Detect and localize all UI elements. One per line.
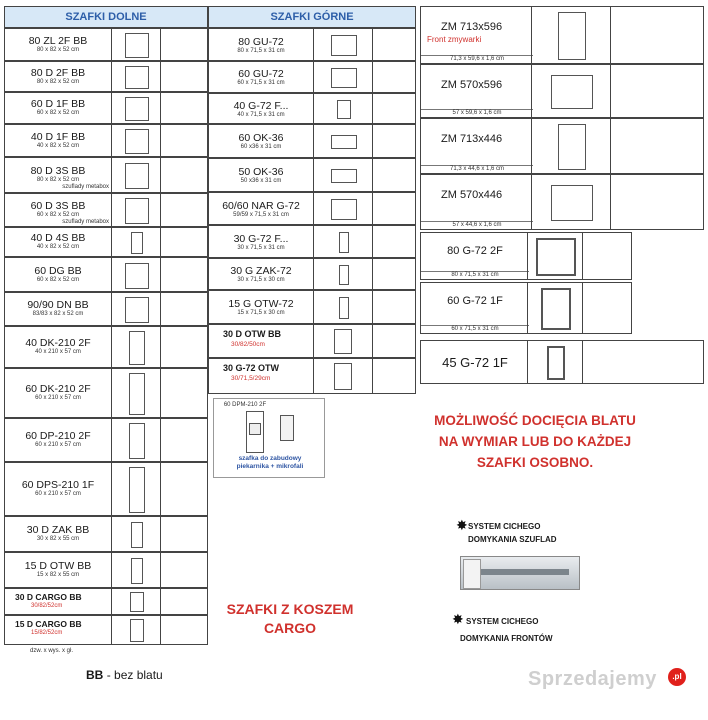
legend [86,668,163,682]
cabinet-name-cell [4,418,112,462]
empty-cell [582,232,632,280]
cabinet-name: 30 G-72 F... [233,232,289,245]
front-drawing-cell [531,6,611,64]
otw-name-cell [208,358,314,394]
cabinet-drawing-cell [313,192,373,225]
cabinet-name: 60 G-72 1F [447,295,503,307]
table-row [4,368,208,418]
table-row [208,324,416,358]
drawer-rail [469,569,569,575]
sparkle-icon: ✸ [452,611,464,627]
cabinet-drawing [125,97,149,121]
cabinet-name-cell [4,292,112,326]
front-name: ZM 570x446 [441,189,503,201]
promo-line-3: SZAFKI OSOBNO. [476,455,594,470]
cargo-title-line-1: SZAFKI Z KOSZEM [226,601,354,617]
cargo-footnote: dzw. x wys. x gł. [30,648,74,654]
cabinet-name: 60/60 NAR G-72 [222,199,300,212]
cabinet-drawing [125,129,149,154]
cargo-drawing-cell [111,588,161,615]
table-row [208,158,416,192]
cargo-dimensions: 30/82/52cm [31,603,63,609]
cabinet-name: 15 G OTW-72 [228,298,294,310]
cabinet-note: szuflady metabox [62,184,109,190]
table-row [208,258,416,290]
cabinet-dimensions: 80 x 82 x 52 cm [36,78,80,85]
cabinet-drawing-cell [313,158,373,192]
cabinet-drawing [536,238,576,276]
table-row [4,257,208,292]
cabinet-dimensions: 60 x 71,5 x 31 cm [237,80,285,86]
cabinet-drawing [337,100,351,119]
empty-cell [372,28,416,61]
otw-dimensions: 30/71,5/29cm [231,375,271,382]
cabinet-drawing-cell [527,282,583,334]
table-row [420,232,632,280]
front-panel-drawing [558,124,586,170]
cabinet-name: 40 D 4S BB [30,232,86,244]
table-row [4,124,208,157]
empty-cell [372,324,416,358]
cabinet-drawing-cell [313,290,373,324]
cargo-drawing-cell [111,615,161,645]
cabinet-drawing [331,169,357,183]
empty-cell [160,588,208,615]
front-name: ZM 570x596 [441,79,503,91]
cabinet-name-cell [208,28,314,61]
empty-cell [582,340,704,384]
cabinet-name-cell [420,232,528,280]
shelf-drawing [334,363,352,390]
empty-cell [160,368,208,418]
cargo-name: 30 D CARGO BB [15,592,82,602]
cabinet-drawing-cell [111,552,161,588]
cabinet-dimensions: 30 x 71,5 x 30 cm [237,277,285,283]
cargo-name-cell [4,615,112,645]
empty-cell [160,193,208,227]
cabinet-drawing [125,163,149,189]
cabinet-name: 15 D OTW BB [24,560,92,572]
cargo-drawing [130,592,144,612]
cabinet-drawing-cell [111,227,161,257]
front-name-cell [420,6,532,64]
table-row [208,28,416,61]
dpm-label: 60 DPM-210 2F [223,402,267,408]
cabinet-drawing [125,263,149,289]
cabinet-dimensions: 60 x 82 x 52 cm [36,276,80,283]
cabinet-drawing-cell [313,28,373,61]
front-name-cell [420,64,532,118]
cabinet-name-cell [4,92,112,124]
cabinet-dimensions: 60 x 82 x 52 cm [36,110,80,116]
header-szafki-gorne: SZAFKI GÓRNE [208,6,416,28]
table-row [208,124,416,158]
cabinet-dimensions: 60 x 210 x 57 cm [35,395,81,401]
table-row [4,462,208,516]
empty-cell [372,158,416,192]
cabinet-name-cell [4,257,112,292]
cabinet-name-cell [4,28,112,61]
table-row [420,282,632,334]
table-row [4,588,208,615]
empty-cell [582,282,632,334]
cabinet-drawing [129,331,145,365]
dpm-caption-1: szafka do zabudowy [238,455,302,462]
cabinet-drawing-cell [111,462,161,516]
cabinet-drawing-cell [313,93,373,124]
empty-cell [372,358,416,394]
cabinet-drawing [339,265,349,285]
system-fronts-line-1: SYSTEM CICHEGO [466,617,539,626]
cabinet-note: szuflady metabox [62,219,109,225]
cabinet-dimensions: 15 x 82 x 55 cm [36,572,80,578]
front-dimensions: 71,3 x 59,6 x 1,6 cm [421,55,533,63]
cabinet-dimensions: 40 x 82 x 52 cm [36,244,80,250]
front-name-cell [420,174,532,230]
cabinet-drawing [129,373,145,415]
cabinet-drawing-cell [313,225,373,258]
table-row [420,6,704,64]
cabinet-drawing-cell [111,292,161,326]
table-row [420,340,704,384]
cabinet-name: 80 ZL 2F BB [28,34,88,47]
front-panel-drawing [551,75,593,109]
front-dimensions: 71,3 x 44,6 x 1,6 cm [421,165,533,173]
system-drawers-line-1: SYSTEM CICHEGO [468,522,541,531]
empty-cell [372,290,416,324]
empty-cell [160,124,208,157]
front-drawing-cell [531,118,611,174]
cabinet-name-cell [4,193,112,227]
table-row [4,615,208,645]
system-fronts-line-2: DOMYKANIA FRONTÓW [460,634,553,643]
cabinet-name: 40 G-72 F... [233,99,289,112]
cabinet-name: 30 D ZAK BB [26,524,90,536]
table-row [4,92,208,124]
cabinet-drawing [131,558,143,584]
dpm-cabinet-door [249,423,261,435]
cabinet-name-cell [4,368,112,418]
empty-cell [160,257,208,292]
empty-cell [372,225,416,258]
empty-cell [160,28,208,61]
empty-cell [160,61,208,92]
cabinet-drawing [125,33,149,58]
cabinet-drawing-cell [111,92,161,124]
cabinet-drawing-cell [313,61,373,93]
cabinet-drawing [129,423,145,459]
cargo-title [205,600,375,638]
cabinet-drawing-cell [111,516,161,552]
cabinet-name: 60 DG BB [34,264,82,277]
watermark-text: Sprzedajemy [528,668,657,690]
dpm-caption-2: piekarnika + mikrofali [236,463,304,470]
cabinet-name: 60 DPS-210 1F [21,479,95,491]
promo-text [410,410,660,473]
cabinet-dimensions: 40 x 82 x 52 cm [36,142,80,149]
cabinet-name: 60 DK-210 2F [25,383,91,395]
cabinet-name-cell [4,157,112,193]
cabinet-name: 80 G-72 2F [447,245,503,257]
cabinet-name: 30 G ZAK-72 [230,265,292,277]
empty-cell [160,292,208,326]
empty-cell [372,192,416,225]
cabinet-dimensions: 80 x 82 x 52 cm [36,46,80,53]
system-drawers-line-2: DOMYKANIA SZUFLAD [468,535,557,544]
front-drawing-cell [531,174,611,230]
front-panel-drawing [558,12,586,60]
cabinet-drawing-cell [527,340,583,384]
empty-cell [372,93,416,124]
cabinet-drawing-cell [111,157,161,193]
cabinet-drawing-cell [527,232,583,280]
cabinet-dimensions: 60 x36 x 31 cm [240,144,282,150]
cabinet-name: 60 DP-210 2F [25,430,91,442]
table-row [208,358,416,394]
empty-cell [160,516,208,552]
table-row [4,326,208,368]
empty-cell [372,61,416,93]
cabinet-drawing [131,232,143,254]
cabinet-name-cell [4,516,112,552]
cabinet-name: 80 GU-72 [238,35,284,48]
cabinet-name: 60 D 3S BB [30,200,86,212]
otw-dimensions: 30/82/50cm [231,341,265,348]
table-row [4,227,208,257]
cabinet-name-cell [420,282,528,334]
otw-drawing-cell [313,324,373,358]
cabinet-name-cell [4,61,112,92]
cabinet-drawing [331,35,357,56]
cabinet-name-cell [208,124,314,158]
drawer-front [463,559,481,589]
front-drawing-cell [531,64,611,118]
cabinet-drawing [125,297,149,323]
front-name: ZM 713x446 [441,133,503,145]
cabinet-drawing [331,199,357,220]
table-row [4,418,208,462]
empty-cell [610,64,704,118]
cabinet-dimensions: 60 x 82 x 52 cm [36,212,80,218]
cabinet-dimensions: 30 x 71,5 x 31 cm [237,244,285,251]
table-row [208,290,416,324]
table-row [4,28,208,61]
cabinet-dimensions: 60 x 210 x 57 cm [35,442,81,448]
table-row [420,174,704,230]
cabinet-dimensions: 50 x36 x 31 cm [240,178,282,184]
legend-text: - bez blatu [106,668,163,682]
empty-cell [160,462,208,516]
cabinet-drawing [339,297,349,319]
table-row [420,64,704,118]
cabinet-drawing [339,232,349,253]
front-dimensions: 57 x 59,6 x 1,6 cm [421,109,533,117]
cabinet-name-cell [208,61,314,93]
empty-cell [160,157,208,193]
cabinet-drawing-cell [111,326,161,368]
empty-cell [372,124,416,158]
cabinet-name-cell [208,258,314,290]
empty-cell [160,615,208,645]
sparkle-icon: ✸ [456,517,468,533]
table-row [208,61,416,93]
cabinet-name-cell [4,552,112,588]
cabinet-dimensions: 60 x 71,5 x 31 cm [421,325,529,333]
header-szafki-dolne: SZAFKI DOLNE [4,6,208,28]
cabinet-name-cell [420,340,528,384]
empty-cell [610,174,704,230]
cargo-title-line-2: CARGO [263,620,317,636]
front-dimensions: 57 x 44,6 x 1,6 cm [421,221,533,229]
cargo-name: 15 D CARGO BB [15,619,82,629]
drawer-photo [460,556,580,590]
dpm-cabinet-side [280,415,294,441]
cabinet-drawing [131,522,143,548]
cabinet-name: 40 DK-210 2F [25,337,91,349]
cabinet-drawing [331,68,357,88]
cabinet-dimensions: 30 x 82 x 55 cm [36,536,80,542]
otw-name-cell [208,324,314,358]
cabinet-drawing [125,66,149,89]
cabinet-drawing-cell [313,124,373,158]
empty-cell [160,326,208,368]
cabinet-name-cell [4,462,112,516]
table-row [4,516,208,552]
cabinet-dimensions: 40 x 210 x 57 cm [35,349,81,355]
table-row [420,118,704,174]
cabinet-dimensions: 15 x 71,5 x 30 cm [237,310,285,316]
cabinet-drawing-cell [111,124,161,157]
cabinet-drawing-cell [111,61,161,92]
otw-drawing-cell [313,358,373,394]
cabinet-name: 90/90 DN BB [27,299,89,311]
empty-cell [160,92,208,124]
cabinet-name: 60 GU-72 [238,68,284,80]
table-row [4,292,208,326]
table-row [4,552,208,588]
legend-abbr: BB [86,668,104,682]
otw-name: 30 D OTW BB [223,329,282,339]
cabinet-name-cell [4,124,112,157]
watermark-badge: .pl [668,668,686,686]
cabinet-name-cell [4,326,112,368]
cabinet-name: 80 D 2F BB [30,66,86,79]
cabinet-name-cell [208,93,314,124]
cargo-name-cell [4,588,112,615]
cabinet-dimensions: 40 x 71,5 x 31 cm [237,111,285,118]
cabinet-name: 60 D 1F BB [30,98,86,110]
dpm-block [213,398,325,478]
cabinet-dimensions: 80 x 71,5 x 31 cm [237,47,285,54]
cabinet-drawing-cell [111,28,161,61]
cabinet-dimensions: 80 x 71,5 x 31 cm [421,271,529,279]
cabinet-dimensions: 83/83 x 82 x 52 cm [32,311,84,317]
cargo-dimensions: 15/82/52cm [31,630,63,636]
table-row [4,157,208,193]
cabinet-drawing-cell [111,193,161,227]
cabinet-name: 50 OK-36 [238,166,284,178]
cabinet-drawing-cell [111,418,161,462]
cabinet-drawing-cell [111,257,161,292]
promo-line-1: MOŻLIWOŚĆ DOCIĘCIA BLATU [434,413,636,428]
cabinet-name-cell [4,227,112,257]
cabinet-name-cell [208,192,314,225]
cabinet-name: 80 D 3S BB [30,165,86,177]
cabinet-name-cell [208,158,314,192]
empty-cell [160,227,208,257]
table-row [208,192,416,225]
cabinet-name-cell [208,290,314,324]
cabinet-drawing-cell [111,368,161,418]
cargo-drawing [130,619,144,642]
table-row [4,61,208,92]
cabinet-drawing [541,288,571,330]
table-row [4,193,208,227]
front-panel-drawing [551,185,593,221]
cabinet-dimensions: 80 x 82 x 52 cm [36,177,80,183]
cabinet-name: 45 G-72 1F [442,355,508,370]
promo-line-2: NA WYMIAR LUB DO KAŻDEJ [438,434,632,449]
cabinet-name: 60 OK-36 [238,132,284,144]
empty-cell [610,6,704,64]
cabinet-drawing [129,467,145,513]
cabinet-name: 40 D 1F BB [30,130,86,143]
cabinet-drawing [547,346,565,380]
empty-cell [160,418,208,462]
front-subtitle: Front zmywarki [427,35,482,44]
empty-cell [160,552,208,588]
empty-cell [610,118,704,174]
cabinet-drawing [331,135,357,149]
cabinet-name-cell [208,225,314,258]
table-row [208,93,416,124]
table-row [208,225,416,258]
cabinet-drawing [125,198,149,224]
front-name-cell [420,118,532,174]
empty-cell [372,258,416,290]
front-name: ZM 713x596 [441,21,503,33]
cabinet-dimensions: 59/59 x 71,5 x 31 cm [233,211,289,218]
shelf-drawing [334,329,352,354]
cabinet-drawing-cell [313,258,373,290]
cabinet-dimensions: 60 x 210 x 57 cm [35,491,81,497]
otw-name: 30 G-72 OTW [223,363,280,373]
